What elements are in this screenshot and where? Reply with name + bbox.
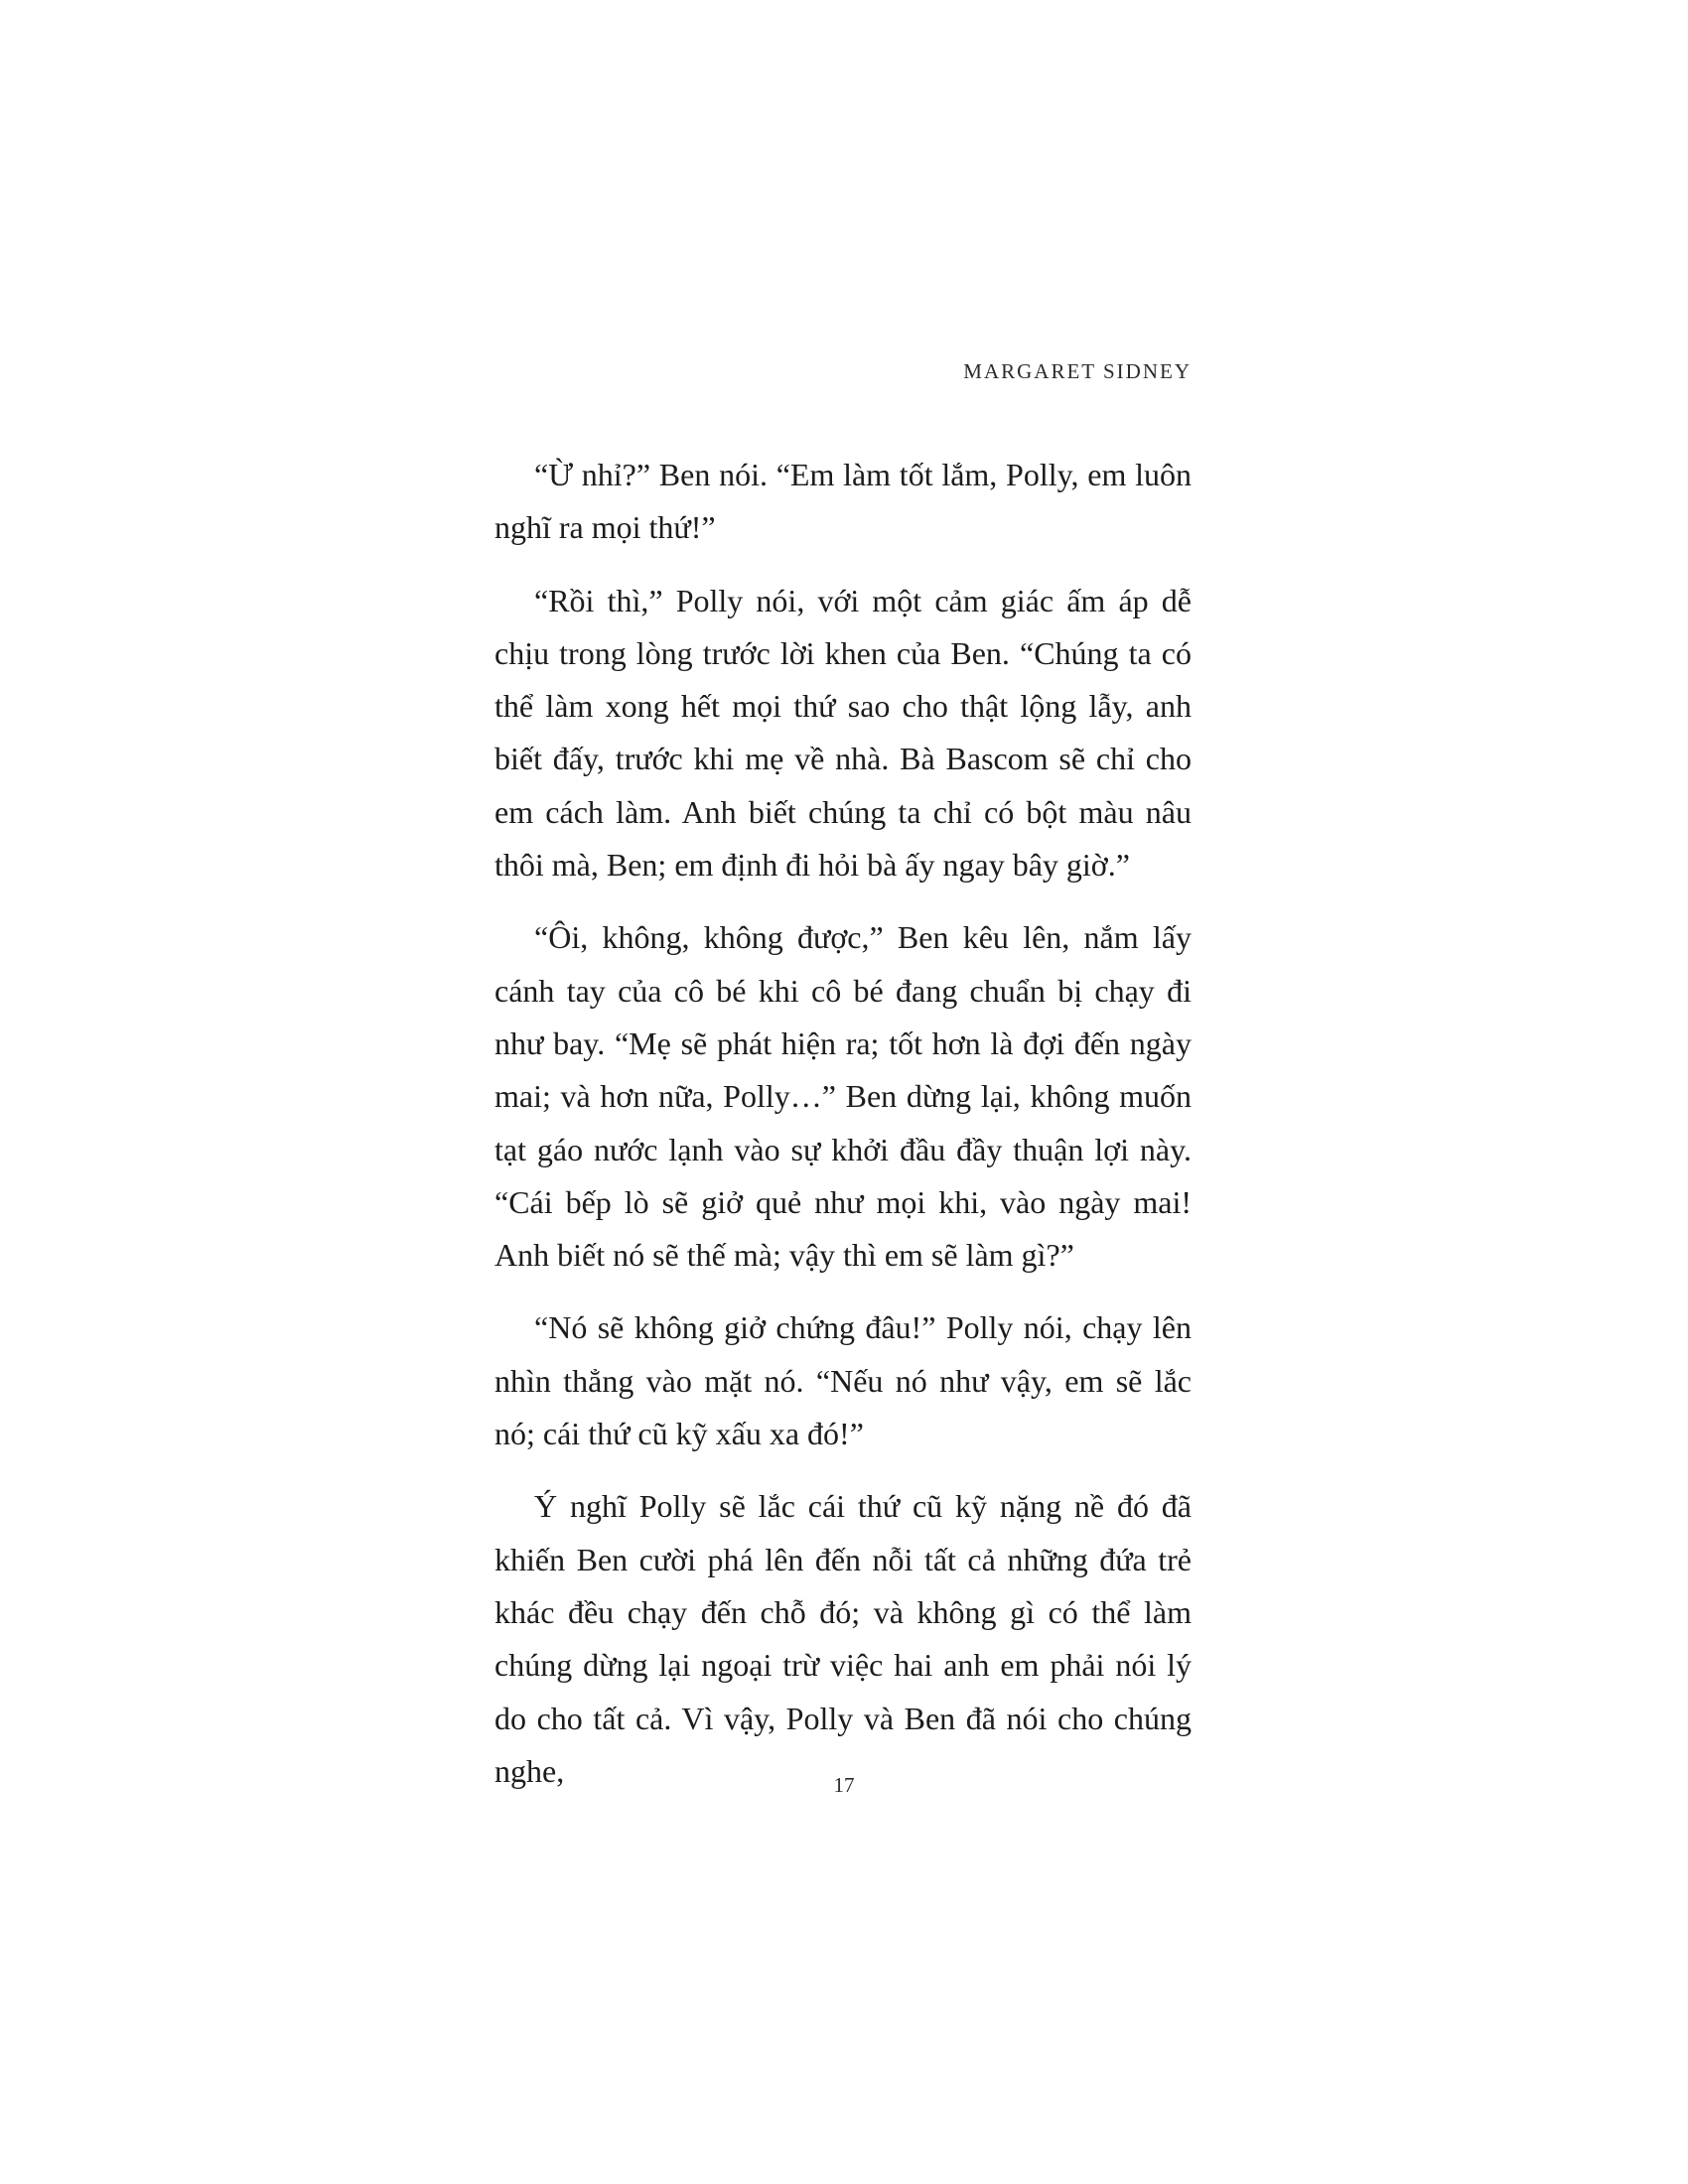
paragraph-3: “Ôi, không, không được,” Ben kêu lên, nắm lấy cánh tay của cô bé khi cô bé đang chuẩn bị chạy đi như bay. “Mẹ sẽ phát hiện ra; tốt hơn là đợi đến ngày mai; và hơn nữa, Polly…” Ben dừng lại, không muốn tạt gáo nước lạnh vào sự khởi đầu đầy thuận lợi này. “Cái bếp lò sẽ giở quẻ như mọi khi, vào ngày mai! Anh biết nó sẽ thế mà; vậy thì em sẽ làm gì?” <box>494 919 1192 1274</box>
running-header-author: MARGARET SIDNEY <box>963 359 1192 383</box>
body-text <box>494 449 1192 1818</box>
paragraph-4: “Nó sẽ không giở chứng đâu!” Polly nói, chạy lên nhìn thẳng vào mặt nó. “Nếu nó như vậy, em sẽ lắc nó; cái thứ cũ kỹ xấu xa đó!” <box>494 1309 1192 1452</box>
page-number: 17 <box>833 1773 855 1797</box>
paragraph-2: “Rồi thì,” Polly nói, với một cảm giác ấm áp dễ chịu trong lòng trước lời khen của Ben. “Chúng ta có thể làm xong hết mọi thứ sao cho thật lộng lẫy, anh biết đấy, trước khi mẹ về nhà. Bà Bascom sẽ chỉ cho em cách làm. Anh biết chúng ta chỉ có bột màu nâu thôi mà, Ben; em định đi hỏi bà ấy ngay bây giờ.” <box>494 582 1192 884</box>
paragraph-5: Ý nghĩ Polly sẽ lắc cái thứ cũ kỹ nặng nề đó đã khiến Ben cười phá lên đến nỗi tất cả những đứa trẻ khác đều chạy đến chỗ đó; và không gì có thể làm chúng dừng lại ngoại trừ việc hai anh em phải nói lý do cho tất cả. Vì vậy, Polly và Ben đã nói cho chúng nghe, <box>494 1488 1192 1789</box>
paragraph-1: “Ừ nhỉ?” Ben nói. “Em làm tốt lắm, Polly, em luôn nghĩ ra mọi thứ!” <box>494 457 1192 546</box>
